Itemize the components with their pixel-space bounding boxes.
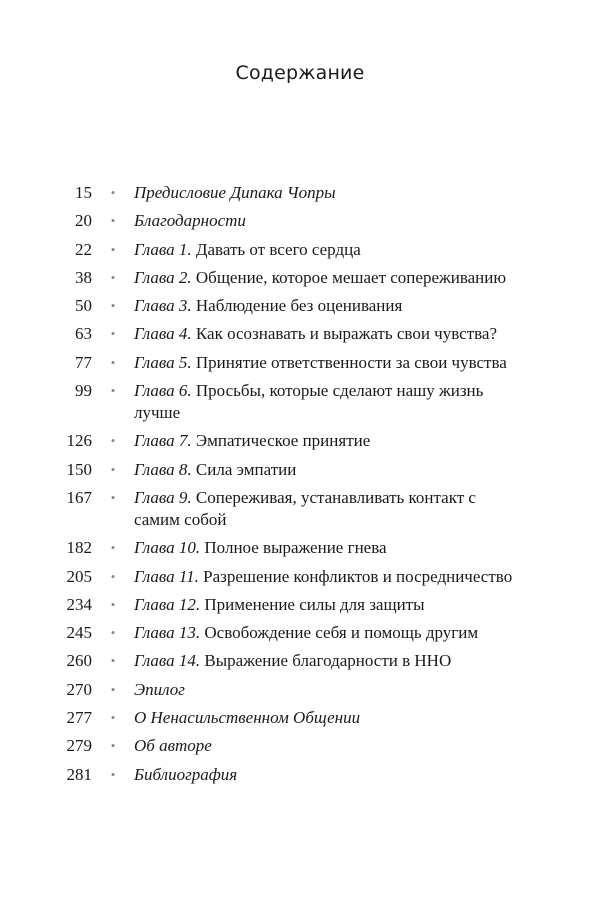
chapter-prefix: Глава 6. — [134, 381, 192, 401]
chapter-title: Освобождение себя и помощь другим — [204, 623, 479, 643]
toc-entry-text — [134, 239, 514, 261]
chapter-title: Принятие ответственности за свои чувства — [195, 352, 507, 372]
bullet-icon: • — [110, 540, 116, 556]
chapter-title: Сопереживая, устанавливать контакт с самим собой — [134, 487, 476, 529]
chapter-title: Благодарности — [134, 211, 246, 231]
toc-entry-text — [134, 459, 514, 481]
bullet-icon: • — [110, 625, 116, 641]
toc-page-number: 277 — [66, 708, 92, 728]
bullet-icon: • — [110, 489, 116, 505]
toc-page-number: 126 — [66, 431, 92, 451]
toc-page-number: 234 — [66, 594, 92, 614]
toc-entry-text — [134, 537, 514, 559]
chapter-title: Библиография — [134, 764, 238, 784]
toc-entry — [0, 679, 600, 701]
toc-entry-text — [134, 594, 514, 616]
toc-entry — [0, 210, 600, 232]
toc-entry — [0, 764, 600, 786]
chapter-prefix: Глава 3. — [134, 296, 192, 316]
toc-entry-text — [134, 650, 514, 672]
toc-page-number: 20 — [75, 211, 92, 231]
bullet-icon: • — [110, 213, 116, 229]
chapter-prefix: Глава 7. — [134, 431, 192, 451]
chapter-prefix: Глава 8. — [134, 459, 192, 479]
toc-entry — [0, 459, 600, 481]
bullet-icon: • — [110, 326, 116, 342]
bullet-icon: • — [110, 738, 116, 754]
bullet-icon: • — [110, 269, 116, 285]
chapter-prefix: Глава 11. — [134, 566, 199, 586]
toc-entry-text — [134, 182, 514, 204]
chapter-title: Эпилог — [134, 679, 185, 699]
chapter-title: Просьбы, которые сделают нашу жизнь лучше — [134, 381, 484, 423]
chapter-title: Выражение благодарности в ННО — [204, 651, 452, 671]
chapter-prefix: Глава 10. — [134, 538, 201, 558]
toc-entry-text — [134, 764, 514, 786]
chapter-title: Разрешение конфликтов и посредничество — [203, 566, 513, 586]
bullet-icon: • — [110, 298, 116, 314]
chapter-prefix: Глава 2. — [134, 267, 192, 287]
toc-page-number: 150 — [66, 459, 92, 479]
toc-entry — [0, 352, 600, 374]
chapter-title: Применение силы для защиты — [204, 594, 425, 614]
toc-entry-text — [134, 430, 514, 452]
toc-entry — [0, 537, 600, 559]
bullet-icon: • — [110, 241, 116, 257]
toc-entry — [0, 594, 600, 616]
toc-entry-text — [134, 352, 514, 374]
toc-page-number: 182 — [66, 538, 92, 558]
toc-entry — [0, 707, 600, 729]
bullet-icon: • — [110, 596, 116, 612]
bullet-icon: • — [110, 383, 116, 399]
bullet-icon: • — [110, 766, 116, 782]
toc-page-number: 77 — [75, 352, 92, 372]
bullet-icon: • — [110, 653, 116, 669]
toc-entry — [0, 487, 600, 531]
bullet-icon: • — [110, 354, 116, 370]
bullet-icon: • — [110, 568, 116, 584]
bullet-icon: • — [110, 185, 116, 200]
toc-entry — [0, 735, 600, 757]
toc-entry — [0, 380, 600, 424]
chapter-title: О Ненасильственном Общении — [134, 708, 361, 728]
chapter-title: Об авторе — [134, 736, 212, 756]
chapter-title: Сила эмпатии — [195, 459, 297, 479]
table-of-contents — [0, 182, 600, 792]
bullet-icon: • — [110, 681, 116, 697]
toc-entry-text — [134, 295, 514, 317]
toc-entry-text — [134, 323, 514, 345]
toc-entry-text — [134, 380, 514, 424]
chapter-title: Наблюдение без оценивания — [195, 296, 403, 316]
chapter-title: Предисловие Дипака Чопры — [134, 183, 336, 202]
toc-entry-text — [134, 487, 514, 531]
toc-entry-text — [134, 679, 514, 701]
toc-page-number: 15 — [75, 183, 92, 202]
chapter-prefix: Глава 12. — [134, 594, 201, 614]
toc-entry-text — [134, 566, 514, 588]
toc-page-number: 270 — [66, 679, 92, 699]
page-title: Содержание — [235, 62, 365, 84]
toc-page-number: 99 — [75, 381, 92, 401]
toc-page-number: 167 — [66, 487, 92, 507]
toc-entry-text — [134, 210, 514, 232]
toc-entry — [0, 430, 600, 452]
toc-entry-text — [134, 707, 514, 729]
toc-page-number: 279 — [66, 736, 92, 756]
chapter-title: Полное выражение гнева — [204, 538, 387, 558]
toc-page-number: 63 — [75, 324, 92, 344]
toc-page-number: 260 — [66, 651, 92, 671]
chapter-prefix: Глава 1. — [134, 239, 192, 259]
chapter-prefix: Глава 4. — [134, 324, 192, 344]
toc-entry-text — [134, 735, 514, 757]
chapter-title: Эмпатическое принятие — [195, 431, 371, 451]
toc-page-number: 38 — [75, 267, 92, 287]
toc-page-number: 245 — [66, 623, 92, 643]
toc-entry-text — [134, 267, 514, 289]
chapter-prefix: Глава 13. — [134, 623, 201, 643]
chapter-title: Общение, которое мешает сопереживанию — [195, 267, 507, 287]
toc-page-number: 205 — [66, 566, 92, 586]
chapter-title: Как осознавать и выражать свои чувства? — [195, 324, 498, 344]
bullet-icon: • — [110, 433, 116, 449]
bullet-icon: • — [110, 461, 116, 477]
chapter-prefix: Глава 14. — [134, 651, 201, 671]
toc-entry — [0, 295, 600, 317]
toc-entry — [0, 650, 600, 672]
toc-entry — [0, 239, 600, 261]
bullet-icon: • — [110, 710, 116, 726]
chapter-title: Давать от всего сердца — [195, 239, 361, 259]
toc-entry-text — [134, 622, 514, 644]
toc-entry — [0, 182, 600, 204]
chapter-prefix: Глава 9. — [134, 487, 192, 507]
toc-page-number: 22 — [75, 239, 92, 259]
toc-entry — [0, 566, 600, 588]
toc-page-number: 281 — [66, 764, 92, 784]
toc-entry — [0, 323, 600, 345]
toc-entry — [0, 622, 600, 644]
toc-page-number: 50 — [75, 296, 92, 316]
chapter-prefix: Глава 5. — [134, 352, 192, 372]
toc-entry — [0, 267, 600, 289]
